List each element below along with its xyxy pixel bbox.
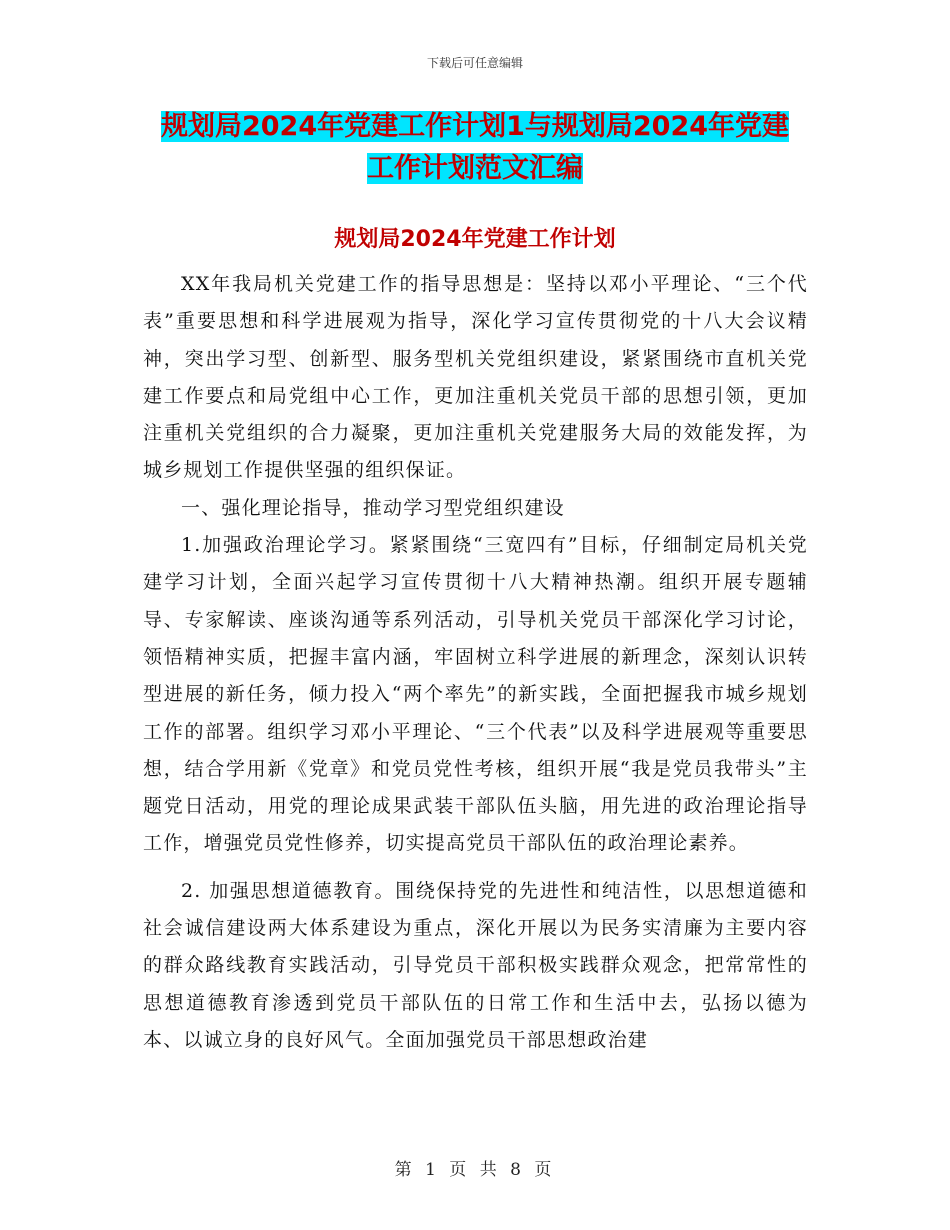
paragraph-heading-1: 一、强化理论指导，推动学习型党组织建设 bbox=[181, 496, 565, 519]
paragraph-guiding-thought: XX年我局机关党建工作的指导思想是：坚持以邓小平理论、“三个代表”重要思想和科学进展观为指导，深化学习宣传贯彻党的十八大会议精神，突出学习型、创新型、服务型机关党组织建设，紧紧围绕市直机关党建工作要点和局党组中心工作，更加注重机关党员干部的思想引领，更加注重机关党组织的合力凝聚，更加注重机关党建服务大局的效能发挥，为城乡规划工作提供坚强的组织保证。 bbox=[143, 273, 808, 482]
document-title-line-1: 规划局2024年党建工作计划1与规划局2024年党建 bbox=[160, 111, 790, 142]
section-title: 规划局2024年党建工作计划 bbox=[334, 227, 616, 252]
page-number: 第 1 页 共 8 页 bbox=[394, 1160, 556, 1180]
page-header-note: 下载后可任意编辑 bbox=[426, 56, 523, 70]
document-title-line-2: 工作计划范文汇编 bbox=[367, 153, 583, 184]
paragraph-item-2: 2. 加强思想道德教育。围绕保持党的先进性和纯洁性，以思想道德和社会诚信建设两大体系建设为重点，深化开展以为民务实清廉为主要内容的群众路线教育实践活动，引导党员干部积极实践群众观念，把常常性的思想道德教育渗透到党员干部队伍的日常工作和生活中去，弘扬以德为本、以诚立身的良好风气。全面加强党员干部思想政治建 bbox=[143, 879, 808, 1051]
body-text bbox=[143, 266, 808, 1059]
paragraph-item-1: 1.加强政治理论学习。紧紧围绕“三宽四有”目标，仔细制定局机关党建学习计划，全面兴起学习宣传贯彻十八大精神热潮。组织开展专题辅导、专家解读、座谈沟通等系列活动，引导机关党员干部深化学习讨论，领悟精神实质，把握丰富内涵，牢固树立科学进展的新理念，深刻认识转型进展的新任务，倾力投入“两个率先”的新实践，全面把握我市城乡规划工作的部署。组织学习邓小平理论、“三个代表”以及科学进展观等重要思想，结合学用新《党章》和党员党性考核，组织开展“我是党员我带头”主题党日活动，用党的理论成果武装干部队伍头脑，用先进的政治理论指导工作，增强党员党性修养，切实提高党员干部队伍的政治理论素养。 bbox=[143, 534, 808, 855]
document-title bbox=[120, 106, 830, 190]
